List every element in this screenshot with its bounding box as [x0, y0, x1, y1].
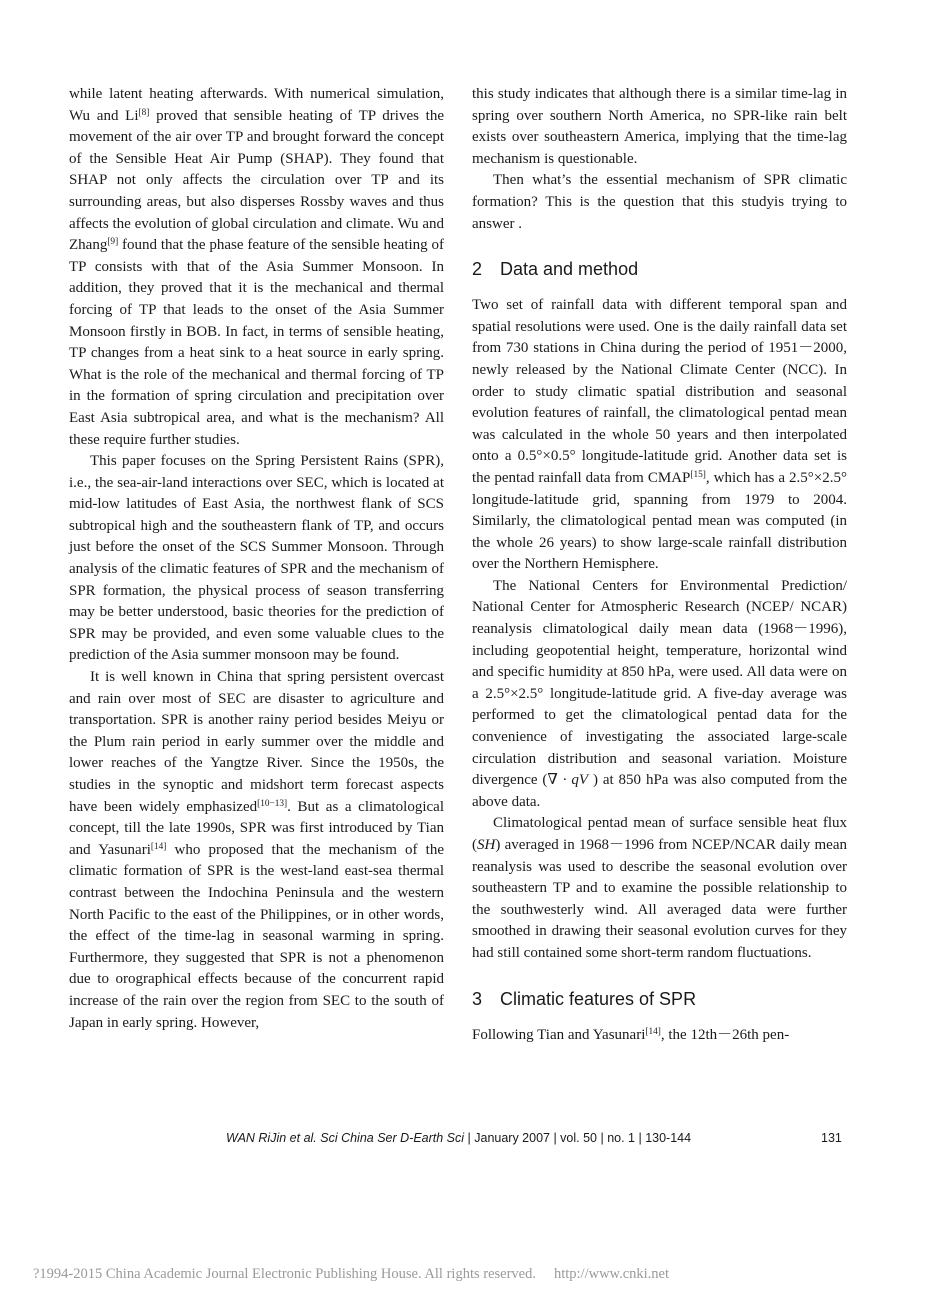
text-run: Following Tian and Yasunari — [472, 1026, 646, 1043]
paragraph-question: Then what’s the essential mechanism of SPR climatic formation? This is the question that this studyis trying to answer . — [472, 172, 847, 232]
text-run: found that the phase feature of the sensible heating of TP consists with that of the Asia Summer Monsoon. In addition, they proved that it is the mechanical and thermal forcing of TP that leads to the onset of the Asia Summer Monsoon firstly in BOB. In fact, in terms of sensible heating, TP changes from a heat sink to a heat source in early spring. What is the role of the mechanical and thermal forcing of TP in the formation of spring circulation and precipitation over East Asia subtropical area, and what is the mechanism? All these require further studies. — [69, 237, 444, 448]
abbr-sh: SH — [477, 837, 496, 853]
text-run: ) averaged in 1968－1996 from NCEP/NCAR daily mean reanalysis was used to describe the seasonal evolution over southeastern TP and to examine the possible relationship to the southwesterly wind. All averaged data were further smoothed in drawing their seasonal evolution curves for they had still contained some short-term random fluctuations. — [472, 837, 847, 961]
text-run: ) at 850 hPa was also computed from the above data. — [472, 772, 847, 810]
paragraph-following — [472, 1025, 847, 1047]
section-heading-data-method — [472, 257, 847, 281]
right-column — [472, 84, 847, 1046]
section-title: Data and method — [500, 259, 639, 280]
section-number: 3 — [472, 988, 483, 1009]
formula-moisture-divergence: ∇ · qV — [547, 772, 589, 789]
text-run: proved that sensible heating of TP drives the movement of the air over TP and brought forward the concept of the Sensible Heat Air Pump (SHAP). They found that SHAP not only affects the circulation over TP and its surrounding areas, but also disperses Rossby waves and thus affects the evolution of global circulation and climate. Wu and Zhang — [69, 107, 444, 254]
section-title: Climatic features of SPR — [500, 988, 697, 1009]
section-number: 2 — [472, 259, 483, 280]
copyright-url[interactable]: http://www.cnki.net — [553, 1266, 670, 1282]
section-heading-climatic-features — [472, 987, 847, 1011]
paragraph-reanalysis-data — [472, 576, 847, 814]
citation-ref[interactable]: [8] — [138, 107, 150, 118]
paragraph-paper-focus: This paper focuses on the Spring Persistent Rains (SPR), i.e., the sea-air-land interactions over SEC, which is located at mid-low latitudes of East Asia, the northwest flank of SCS subtropical high and the southeastern flank of TP, and occurs just before the onset of the SCS Summer Monsoon. Through analysis of the climatic features of SPR and the mechanism of SPR formation, the physical process of season transferring may be better understood, basic theories for the prediction of SPR may be provided, and even some valuable clues to the prediction of the Asia summer monsoon may be found. — [69, 453, 444, 664]
footer-issue: | January 2007 | vol. 50 | no. 1 | 130-144 — [464, 1131, 692, 1145]
citation-ref[interactable]: [15] — [690, 469, 706, 480]
text-run: , which has a 2.5°×2.5° longitude-latitude grid, spanning from 1979 to 2004. Similarly, the climatological pentad mean was computed (in the whole 26 years) to show large-scale rainfall distribution over the Northern Hemisphere. — [472, 469, 847, 573]
citation-ref[interactable]: [10−13] — [257, 798, 288, 809]
paragraph-spr-background — [69, 667, 444, 1034]
text-run: who proposed that the mechanism of the climatic formation of SPR is the west-land east-sea thermal contrast between the Indochina Peninsula and the western North Pacific to the east of the Philippines, or in other words, the effect of the time-lag in seasonal warming in spring. Furthermore, they suggested that SPR is not a phenomenon due to orographical effects because of the concurrent rapid increase of the rain over the region from SEC to the south of Japan in early spring. However, — [69, 841, 444, 1031]
footer-authors: WAN RiJin et al. Sci China Ser D-Earth Sci — [226, 1131, 465, 1145]
text-run: . But as a climatological concept, till the late 1990s, SPR was first introduced by Tian and Yasunari — [69, 798, 444, 858]
left-column — [69, 84, 444, 1034]
text-run: Climatological pentad mean of surface sensible heat flux ( — [472, 815, 847, 853]
text-run: Two set of rainfall data with different temporal span and spatial resolutions were used. One is the daily rainfall data set from 730 stations in China during the period of 1951－2000, newly released by the National Climate Center (NCC). In order to study climatic spatial distribution and seasonal evolution features of rainfall, the climatological pentad mean was calculated in the whole 50 years and then interpolated onto a 0.5°×0.5° longitude-latitude grid. Another data set is the pentad rainfall data from CMAP — [472, 297, 847, 486]
text-run: , the 12th－26th pen- — [660, 1026, 790, 1043]
citation-ref[interactable]: [14] — [150, 841, 167, 852]
text-run: The National Centers for Environmental Prediction/ National Center for Atmospheric Research (NCEP/ NCAR) reanalysis climatological daily mean data (1968－1996), including geopotential height, temperature, horizontal wind and specific humidity at 850 hPa, were used. All data were on a 2.5°×2.5° longitude-latitude grid. A five-day average was performed to get the climatological pentad data for the convenience of investigating the associated large-scale circulation distribution and seasonal variation. Moisture divergence ( — [472, 577, 847, 789]
text-run: It is well known in China that spring persistent overcast and rain over most of SEC are disaster to agriculture and transportation. SPR is another rainy period besides Meiyu or the Plum rain period in early summer over the middle and lower reaches of the Yangtze River. Since the 1950s, the studies in the synoptic and midshort term forecast aspects have been widely emphasized — [69, 669, 444, 815]
paragraph-rainfall-data — [472, 295, 847, 576]
copyright-text: ?1994-2015 China Academic Journal Electronic Publishing House. All rights reserved. — [33, 1266, 536, 1282]
text-run: while latent heating afterwards. With numerical simulation, Wu and Li — [69, 86, 444, 124]
citation-ref[interactable]: [9] — [107, 237, 119, 248]
paragraph-time-lag: this study indicates that although there is a similar time-lag in spring over southern North America, no SPR-like rain belt exists over southeastern America, implying that the time-lag mechanism is questionable. — [472, 86, 847, 167]
citation-ref[interactable]: [14] — [645, 1026, 661, 1037]
page-number: 131 — [821, 1131, 842, 1145]
paragraph-sensible-heating — [69, 84, 444, 451]
copyright-watermark — [33, 1266, 669, 1283]
journal-citation — [226, 1131, 691, 1145]
paragraph-sensible-heat-flux — [472, 813, 847, 964]
